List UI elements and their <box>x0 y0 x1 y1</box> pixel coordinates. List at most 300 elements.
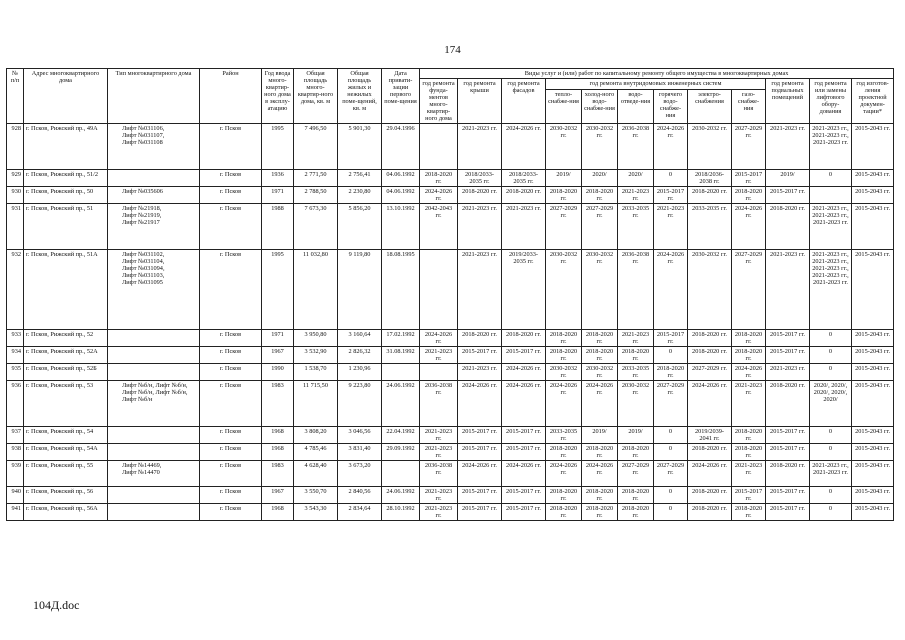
cell-project-docs: 2015-2043 гг. <box>852 364 894 381</box>
header-year: Год ввода много-квартир-ного дома в эксплу-атацию <box>262 69 294 124</box>
cell-district: г. Псков <box>200 381 262 427</box>
cell-hot-water: 0 <box>654 427 688 444</box>
cell-electric: 2018/2036-2038 гг. <box>688 170 732 187</box>
cell-address: г. Псков, Рижский пр., 55 <box>24 461 108 487</box>
cell-type: Лифт №14469, Лифт №14470 <box>108 461 200 487</box>
cell-project-docs: 2015-2043 гг. <box>852 461 894 487</box>
cell-project-docs: 2015-2043 гг. <box>852 504 894 521</box>
cell-facade: 2018-2020 гг. <box>502 187 546 204</box>
header-area-living: Общая площадь жилых и нежилых поме-щений, кв. м <box>338 69 382 124</box>
cell-drainage: 2018-2020 гг. <box>618 444 654 461</box>
cell-type <box>108 364 200 381</box>
cell-area-total: 11 032,80 <box>294 250 338 330</box>
cell-hot-water: 2024-2026 гг. <box>654 250 688 330</box>
cell-address: г. Псков, Рижский пр., 56 <box>24 487 108 504</box>
cell-num: 937 <box>7 427 24 444</box>
cell-cold-water: 2018-2020 гг. <box>582 330 618 347</box>
cell-address: г. Псков, Рижский пр., 49А <box>24 124 108 170</box>
cell-area-total: 3 550,70 <box>294 487 338 504</box>
cell-num: 934 <box>7 347 24 364</box>
cell-gas: 2018-2020 гг. <box>732 330 766 347</box>
header-type: Тип многоквартирного дома <box>108 69 200 124</box>
cell-address: г. Псков, Рижский пр., 52А <box>24 347 108 364</box>
cell-gas: 2018-2020 гг. <box>732 504 766 521</box>
cell-basement: 2015-2017 гг. <box>766 187 810 204</box>
cell-gas: 2018-2020 гг. <box>732 444 766 461</box>
cell-gas: 2018-2020 гг. <box>732 347 766 364</box>
cell-district: г. Псков <box>200 170 262 187</box>
cell-year: 1971 <box>262 187 294 204</box>
cell-hot-water: 2027-2029 гг. <box>654 461 688 487</box>
header-area-total: Общая площадь много-квартир-ного дома, кв. м <box>294 69 338 124</box>
cell-elevator: 2021-2023 гг., 2021-2023 гг. <box>810 461 852 487</box>
cell-address: г. Псков, Рижский пр., 50 <box>24 187 108 204</box>
cell-foundation: 2018-2020 гг. <box>420 170 458 187</box>
cell-privatization: 17.02.1992 <box>382 330 420 347</box>
cell-facade: 2024-2026 гг. <box>502 364 546 381</box>
cell-heat: 2018-2020 гг. <box>546 347 582 364</box>
cell-num: 935 <box>7 364 24 381</box>
page-number: 174 <box>444 44 461 56</box>
cell-type <box>108 330 200 347</box>
cell-drainage: 2020/ <box>618 170 654 187</box>
cell-num: 933 <box>7 330 24 347</box>
cell-area-total: 3 950,80 <box>294 330 338 347</box>
cell-type <box>108 427 200 444</box>
cell-num: 936 <box>7 381 24 427</box>
header-engineering-group: год ремонта внутридомовых инженерных систем <box>546 79 766 90</box>
cell-address: г. Псков, Рижский пр., 54А <box>24 444 108 461</box>
cell-num: 938 <box>7 444 24 461</box>
cell-electric: 2024-2026 гг. <box>688 461 732 487</box>
cell-heat: 2030-2032 гг. <box>546 124 582 170</box>
cell-district: г. Псков <box>200 250 262 330</box>
cell-num: 931 <box>7 204 24 250</box>
cell-num: 930 <box>7 187 24 204</box>
cell-area-total: 3 543,30 <box>294 504 338 521</box>
cell-gas: 2015-2017 гг. <box>732 170 766 187</box>
table-row <box>7 487 894 504</box>
cell-area-living: 2 840,56 <box>338 487 382 504</box>
cell-privatization: 24.06.1992 <box>382 487 420 504</box>
header-gas: газо-снабже-ния <box>732 89 766 123</box>
cell-elevator: 2021-2023 гг., 2021-2023 гг., 2021-2023 гг., 2021-2023 гг., 2021-2023 гг. <box>810 250 852 330</box>
cell-address: г. Псков, Рижский пр., 51А <box>24 250 108 330</box>
cell-project-docs: 2015-2043 гг. <box>852 381 894 427</box>
cell-address: г. Псков, Рижский пр., 56А <box>24 504 108 521</box>
cell-heat: 2018-2020 гг. <box>546 504 582 521</box>
table-row <box>7 170 894 187</box>
cell-hot-water: 2024-2026 гг. <box>654 124 688 170</box>
cell-address: г. Псков, Рижский пр., 52Б <box>24 364 108 381</box>
cell-year: 1983 <box>262 381 294 427</box>
cell-basement: 2021-2023 гг. <box>766 250 810 330</box>
cell-cold-water: 2018-2020 гг. <box>582 504 618 521</box>
cell-electric: 2018-2020 гг. <box>688 444 732 461</box>
cell-project-docs: 2015-2043 гг. <box>852 170 894 187</box>
cell-drainage: 2036-2038 гг. <box>618 250 654 330</box>
cell-type: Лифт №035606 <box>108 187 200 204</box>
cell-cold-water: 2018-2020 гг. <box>582 187 618 204</box>
cell-project-docs: 2015-2043 гг. <box>852 330 894 347</box>
cell-area-total: 1 538,70 <box>294 364 338 381</box>
cell-area-living: 9 119,80 <box>338 250 382 330</box>
cell-heat: 2030-2032 гг. <box>546 364 582 381</box>
cell-type <box>108 487 200 504</box>
cell-roof: 2024-2026 гг. <box>458 381 502 427</box>
cell-heat: 2027-2029 гг. <box>546 204 582 250</box>
cell-roof: 2018-2020 гг. <box>458 330 502 347</box>
cell-facade: 2015-2017 гг. <box>502 504 546 521</box>
cell-hot-water: 0 <box>654 504 688 521</box>
table-row <box>7 364 894 381</box>
cell-gas: 2015-2017 гг. <box>732 487 766 504</box>
cell-project-docs: 2015-2043 гг. <box>852 187 894 204</box>
table-row <box>7 461 894 487</box>
cell-cold-water: 2027-2029 гг. <box>582 204 618 250</box>
table-row <box>7 381 894 427</box>
cell-area-living: 3 673,20 <box>338 461 382 487</box>
cell-roof: 2018-2020 гг. <box>458 187 502 204</box>
cell-roof: 2021-2023 гг. <box>458 364 502 381</box>
cell-year: 1990 <box>262 364 294 381</box>
cell-area-total: 2 771,50 <box>294 170 338 187</box>
cell-privatization: 13.10.1992 <box>382 204 420 250</box>
cell-district: г. Псков <box>200 364 262 381</box>
cell-drainage: 2018-2020 гг. <box>618 504 654 521</box>
header-address: Адрес многоквартирного дома <box>24 69 108 124</box>
cell-electric: 2019/2039-2041 гг. <box>688 427 732 444</box>
cell-roof: 2015-2017 гг. <box>458 347 502 364</box>
cell-foundation: 2036-2038 гг. <box>420 381 458 427</box>
cell-elevator: 0 <box>810 347 852 364</box>
cell-num: 939 <box>7 461 24 487</box>
cell-hot-water: 2021-2023 гг. <box>654 204 688 250</box>
header-hot-water: горячего водо-снабже-ния <box>654 89 688 123</box>
cell-privatization: 31.08.1992 <box>382 347 420 364</box>
header-privatization: Дата привати-зации первого поме-щения <box>382 69 420 124</box>
cell-area-total: 3 808,20 <box>294 427 338 444</box>
cell-year: 1971 <box>262 330 294 347</box>
table-header <box>7 69 894 124</box>
header-elevator: год ремонта или замены лифтового обору-дования <box>810 79 852 124</box>
cell-drainage: 2018-2020 гг. <box>618 347 654 364</box>
header-drainage: водо-отведе-ния <box>618 89 654 123</box>
cell-type: Лифт №031102, Лифт №031104, Лифт №031094, Лифт №031103, Лифт №031095 <box>108 250 200 330</box>
cell-gas: 2018-2020 гг. <box>732 187 766 204</box>
cell-project-docs: 2015-2043 гг. <box>852 444 894 461</box>
cell-project-docs: 2015-2043 гг. <box>852 427 894 444</box>
header-num: № п/п <box>7 69 24 124</box>
cell-area-living: 2 756,41 <box>338 170 382 187</box>
cell-elevator: 0 <box>810 427 852 444</box>
cell-type: Лифт №031106, Лифт №031107, Лифт №031108 <box>108 124 200 170</box>
cell-drainage: 2021-2023 гг. <box>618 187 654 204</box>
cell-foundation <box>420 124 458 170</box>
cell-year: 1988 <box>262 204 294 250</box>
cell-foundation <box>420 364 458 381</box>
cell-foundation: 2021-2023 гг. <box>420 347 458 364</box>
cell-area-total: 4 785,46 <box>294 444 338 461</box>
cell-area-living: 2 826,32 <box>338 347 382 364</box>
cell-facade: 2024-2026 гг. <box>502 461 546 487</box>
cell-area-living: 2 230,80 <box>338 187 382 204</box>
table-row <box>7 204 894 250</box>
cell-year: 1983 <box>262 461 294 487</box>
cell-year: 1995 <box>262 250 294 330</box>
table-row <box>7 427 894 444</box>
cell-cold-water: 2018-2020 гг. <box>582 487 618 504</box>
cell-year: 1968 <box>262 427 294 444</box>
cell-electric: 2018-2020 гг. <box>688 330 732 347</box>
cell-basement: 2018-2020 гг. <box>766 461 810 487</box>
cell-cold-water: 2018-2020 гг. <box>582 347 618 364</box>
cell-roof: 2015-2017 гг. <box>458 487 502 504</box>
cell-cold-water: 2024-2026 гг. <box>582 381 618 427</box>
header-electric: электро-снабжения <box>688 89 732 123</box>
cell-roof: 2024-2026 гг. <box>458 461 502 487</box>
cell-area-total: 3 532,90 <box>294 347 338 364</box>
cell-basement: 2015-2017 гг. <box>766 347 810 364</box>
cell-roof: 2018/2033-2035 гг. <box>458 170 502 187</box>
cell-gas: 2027-2029 гг. <box>732 250 766 330</box>
cell-project-docs: 2015-2043 гг. <box>852 204 894 250</box>
cell-privatization: 04.06.1992 <box>382 187 420 204</box>
cell-district: г. Псков <box>200 427 262 444</box>
cell-electric: 2018-2020 гг. <box>688 347 732 364</box>
cell-basement: 2019/ <box>766 170 810 187</box>
cell-cold-water: 2020/ <box>582 170 618 187</box>
cell-cold-water: 2030-2032 гг. <box>582 364 618 381</box>
cell-address: г. Псков, Рижский пр., 53 <box>24 381 108 427</box>
cell-district: г. Псков <box>200 187 262 204</box>
cell-foundation: 2021-2023 гг. <box>420 504 458 521</box>
cell-drainage: 2019/ <box>618 427 654 444</box>
cell-hot-water: 0 <box>654 347 688 364</box>
cell-area-total: 2 788,50 <box>294 187 338 204</box>
table-row <box>7 187 894 204</box>
cell-gas: 2027-2029 гг. <box>732 124 766 170</box>
cell-elevator: 2021-2023 гг., 2021-2023 гг., 2021-2023 гг. <box>810 204 852 250</box>
cell-area-living: 9 223,80 <box>338 381 382 427</box>
cell-privatization <box>382 461 420 487</box>
cell-foundation: 2042-2043 гг. <box>420 204 458 250</box>
cell-address: г. Псков, Рижский пр., 52 <box>24 330 108 347</box>
repair-schedule-table <box>6 68 894 521</box>
cell-elevator: 2020/, 2020/, 2020/, 2020/, 2020/ <box>810 381 852 427</box>
cell-drainage: 2033-2035 гг. <box>618 204 654 250</box>
header-roof: год ремонта крыши <box>458 79 502 124</box>
cell-hot-water: 2027-2029 гг. <box>654 381 688 427</box>
table-row <box>7 330 894 347</box>
cell-basement: 2015-2017 гг. <box>766 487 810 504</box>
cell-facade: 2018/2033-2035 гг. <box>502 170 546 187</box>
cell-num: 940 <box>7 487 24 504</box>
cell-roof: 2021-2023 гг. <box>458 204 502 250</box>
cell-privatization <box>382 364 420 381</box>
cell-district: г. Псков <box>200 204 262 250</box>
cell-year: 1967 <box>262 487 294 504</box>
cell-basement: 2021-2023 гг. <box>766 124 810 170</box>
cell-privatization: 28.10.1992 <box>382 504 420 521</box>
cell-foundation: 2021-2023 гг. <box>420 487 458 504</box>
cell-project-docs: 2015-2043 гг. <box>852 124 894 170</box>
cell-facade: 2018-2020 гг. <box>502 330 546 347</box>
cell-facade: 2021-2023 гг. <box>502 204 546 250</box>
cell-elevator: 0 <box>810 364 852 381</box>
cell-area-total: 11 715,50 <box>294 381 338 427</box>
cell-roof: 2015-2017 гг. <box>458 427 502 444</box>
cell-foundation: 2036-2038 гг. <box>420 461 458 487</box>
cell-type: Лифт №21918, Лифт №21919, Лифт №21917 <box>108 204 200 250</box>
cell-basement: 2015-2017 гг. <box>766 330 810 347</box>
cell-elevator: 0 <box>810 487 852 504</box>
cell-hot-water: 2018-2020 гг. <box>654 364 688 381</box>
cell-drainage: 2036-2038 гг. <box>618 124 654 170</box>
header-heat: тепло-снабже-ния <box>546 89 582 123</box>
cell-roof: 2021-2023 гг. <box>458 250 502 330</box>
header-project-docs: год изготов-ления проектной докумен-тации* <box>852 79 894 124</box>
cell-electric: 2018-2020 гг. <box>688 504 732 521</box>
cell-area-total: 4 628,40 <box>294 461 338 487</box>
cell-elevator: 0 <box>810 330 852 347</box>
cell-num: 941 <box>7 504 24 521</box>
table-row <box>7 347 894 364</box>
cell-drainage: 2018-2020 гг. <box>618 487 654 504</box>
cell-elevator: 0 <box>810 170 852 187</box>
cell-electric: 2027-2029 гг. <box>688 364 732 381</box>
cell-year: 1967 <box>262 347 294 364</box>
cell-type: Лифт №б/н, Лифт №б/н, Лифт №б/н, Лифт №б/н, Лифт №б/н <box>108 381 200 427</box>
repair-schedule-table-wrapper <box>6 68 891 521</box>
cell-electric: 2018-2020 гг. <box>688 487 732 504</box>
cell-facade: 2015-2017 гг. <box>502 444 546 461</box>
cell-drainage: 2021-2023 гг. <box>618 330 654 347</box>
table-row <box>7 124 894 170</box>
cell-gas: 2024-2026 гг. <box>732 364 766 381</box>
cell-num: 928 <box>7 124 24 170</box>
cell-area-living: 2 834,64 <box>338 504 382 521</box>
cell-gas: 2024-2026 гг. <box>732 204 766 250</box>
header-services-group: Виды услуг и (или) работ по капитальному ремонту общего имущества в многоквартирных домах <box>420 69 894 79</box>
cell-hot-water: 2015-2017 гг. <box>654 330 688 347</box>
table-row <box>7 250 894 330</box>
cell-hot-water: 0 <box>654 170 688 187</box>
cell-drainage: 2030-2032 гг. <box>618 381 654 427</box>
cell-type <box>108 170 200 187</box>
cell-gas: 2021-2023 гг. <box>732 461 766 487</box>
header-cold-water: холод-ного водо-снабже-ния <box>582 89 618 123</box>
cell-district: г. Псков <box>200 461 262 487</box>
cell-cold-water: 2018-2020 гг. <box>582 444 618 461</box>
cell-elevator <box>810 187 852 204</box>
header-foundation: год ремонта фунда-ментов много-квартир-ного дома <box>420 79 458 124</box>
cell-district: г. Псков <box>200 504 262 521</box>
cell-year: 1936 <box>262 170 294 187</box>
cell-roof: 2015-2017 гг. <box>458 504 502 521</box>
cell-electric: 2030-2032 гг. <box>688 250 732 330</box>
cell-hot-water: 2015-2017 гг. <box>654 187 688 204</box>
cell-gas: 2021-2023 гг. <box>732 381 766 427</box>
cell-project-docs: 2015-2043 гг. <box>852 250 894 330</box>
cell-type <box>108 347 200 364</box>
cell-basement: 2015-2017 гг. <box>766 444 810 461</box>
cell-area-living: 3 831,40 <box>338 444 382 461</box>
cell-type <box>108 504 200 521</box>
cell-foundation: 2024-2026 гг. <box>420 330 458 347</box>
cell-basement: 2015-2017 гг. <box>766 504 810 521</box>
cell-heat: 2018-2020 гг. <box>546 330 582 347</box>
table-row <box>7 444 894 461</box>
cell-elevator: 0 <box>810 504 852 521</box>
cell-foundation: 2024-2026 гг. <box>420 187 458 204</box>
cell-heat: 2019/ <box>546 170 582 187</box>
cell-area-living: 1 230,96 <box>338 364 382 381</box>
cell-privatization: 22.04.1992 <box>382 427 420 444</box>
cell-district: г. Псков <box>200 124 262 170</box>
cell-num: 932 <box>7 250 24 330</box>
cell-project-docs: 2015-2043 гг. <box>852 487 894 504</box>
cell-district: г. Псков <box>200 444 262 461</box>
cell-drainage: 2027-2029 гг. <box>618 461 654 487</box>
cell-area-living: 5 901,30 <box>338 124 382 170</box>
cell-year: 1995 <box>262 124 294 170</box>
cell-heat: 2024-2026 гг. <box>546 461 582 487</box>
cell-privatization: 18.08.1995 <box>382 250 420 330</box>
cell-facade: 2015-2017 гг. <box>502 347 546 364</box>
cell-address: г. Псков, Рижский пр., 54 <box>24 427 108 444</box>
cell-heat: 2018-2020 гг. <box>546 487 582 504</box>
cell-electric: 2024-2026 гг. <box>688 381 732 427</box>
cell-basement: 2018-2020 гг. <box>766 204 810 250</box>
cell-area-living: 3 160,64 <box>338 330 382 347</box>
cell-elevator: 2021-2023 гг., 2021-2023 гг., 2021-2023 гг. <box>810 124 852 170</box>
cell-basement: 2021-2023 гг. <box>766 364 810 381</box>
cell-privatization: 29.09.1992 <box>382 444 420 461</box>
cell-electric: 2033-2035 гг. <box>688 204 732 250</box>
cell-project-docs: 2015-2043 гг. <box>852 347 894 364</box>
cell-cold-water: 2030-2032 гг. <box>582 250 618 330</box>
cell-electric: 2018-2020 гг. <box>688 187 732 204</box>
cell-district: г. Псков <box>200 487 262 504</box>
cell-privatization: 29.04.1996 <box>382 124 420 170</box>
cell-area-total: 7 673,30 <box>294 204 338 250</box>
cell-type <box>108 444 200 461</box>
footer-filename: 104Д.doc <box>33 598 80 612</box>
header-facade: год ремонта фасадов <box>502 79 546 124</box>
cell-hot-water: 0 <box>654 487 688 504</box>
cell-privatization: 04.06.1992 <box>382 170 420 187</box>
cell-area-living: 5 856,20 <box>338 204 382 250</box>
cell-drainage: 2033-2035 гг. <box>618 364 654 381</box>
cell-facade: 2015-2017 гг. <box>502 487 546 504</box>
cell-heat: 2018-2020 гг. <box>546 187 582 204</box>
cell-heat: 2030-2032 гг. <box>546 250 582 330</box>
cell-foundation: 2021-2023 гг. <box>420 444 458 461</box>
cell-roof: 2015-2017 гг. <box>458 444 502 461</box>
cell-address: г. Псков, Рижский пр., 51/2 <box>24 170 108 187</box>
cell-district: г. Псков <box>200 347 262 364</box>
cell-hot-water: 0 <box>654 444 688 461</box>
cell-cold-water: 2024-2026 гг. <box>582 461 618 487</box>
cell-basement: 2015-2017 гг. <box>766 427 810 444</box>
cell-num: 929 <box>7 170 24 187</box>
cell-electric: 2030-2032 гг. <box>688 124 732 170</box>
cell-facade: 2024-2026 гг. <box>502 381 546 427</box>
cell-foundation: 2021-2023 гг. <box>420 427 458 444</box>
cell-foundation <box>420 250 458 330</box>
cell-cold-water: 2019/ <box>582 427 618 444</box>
